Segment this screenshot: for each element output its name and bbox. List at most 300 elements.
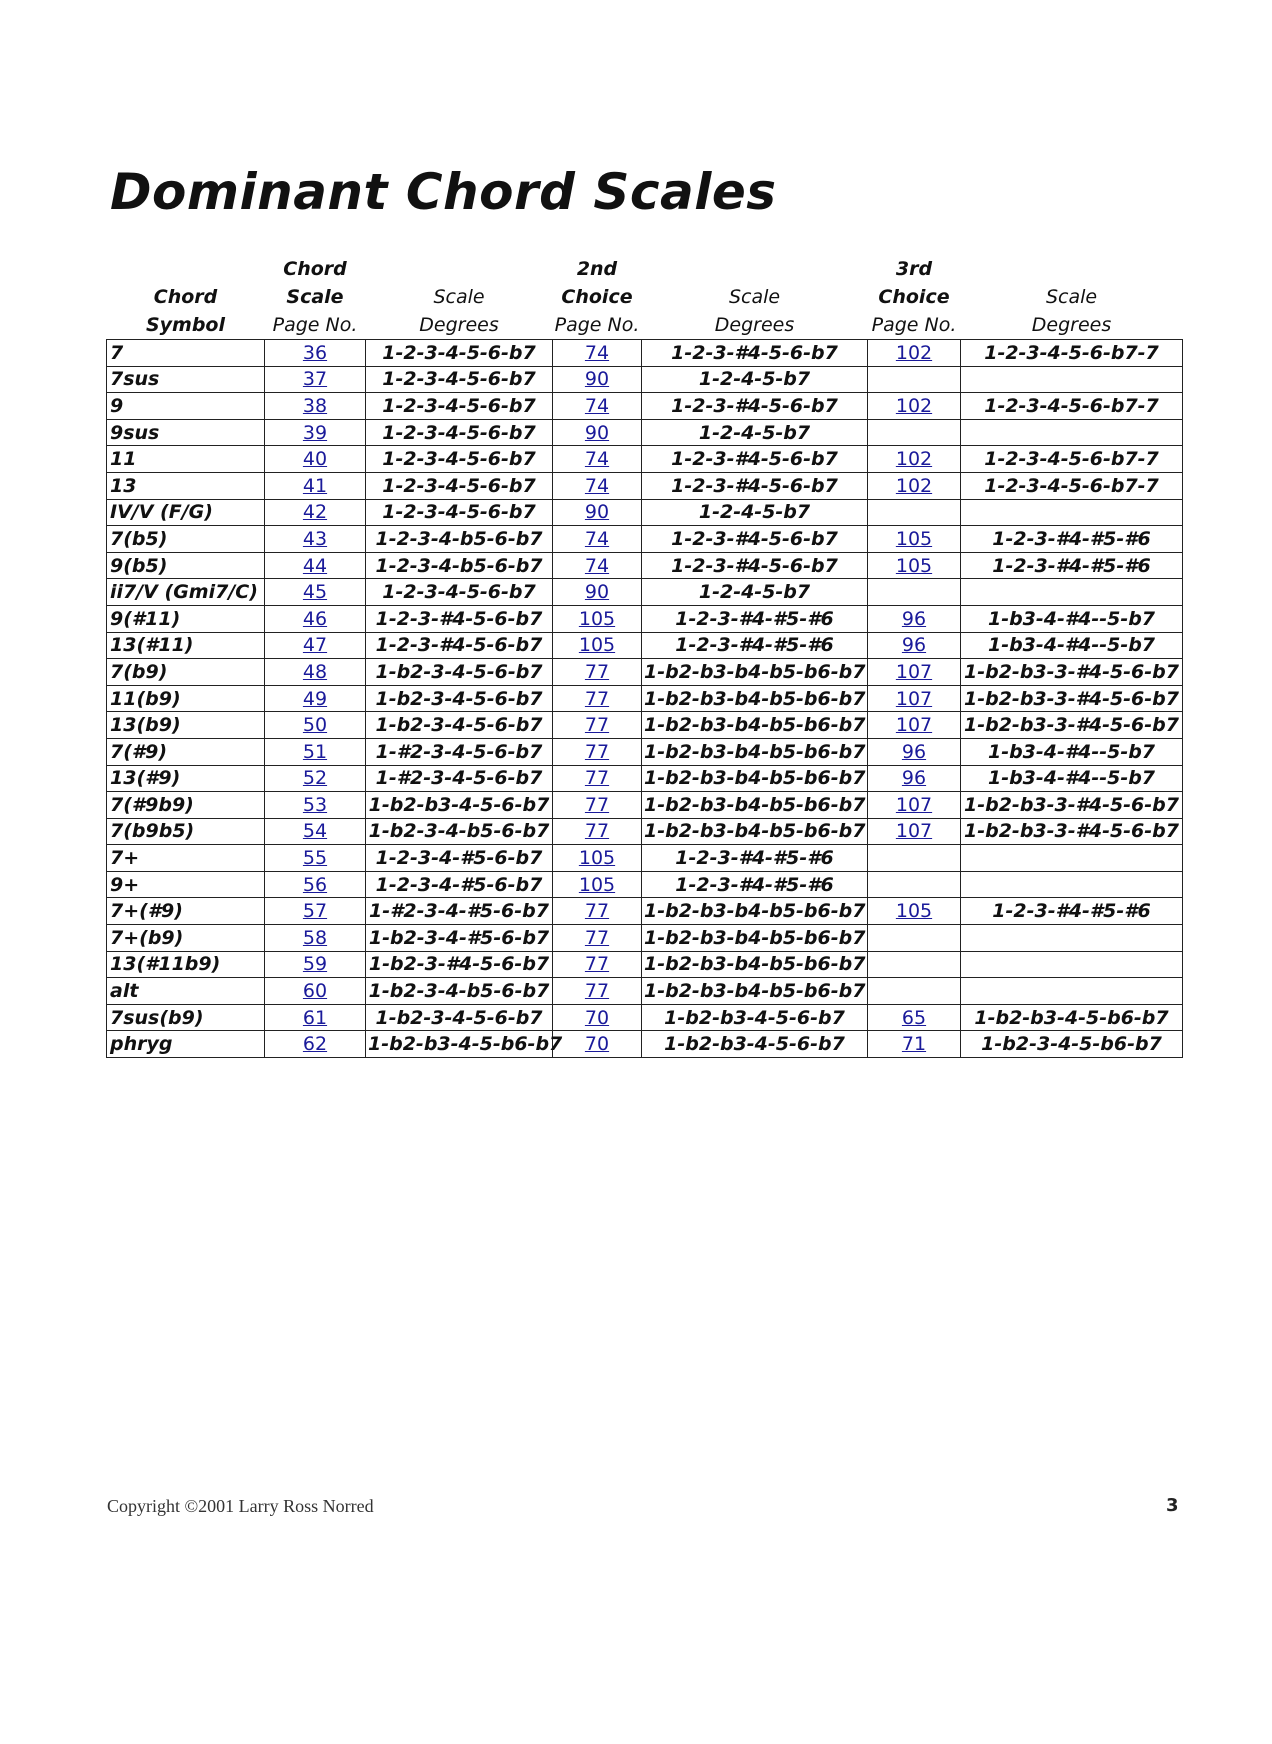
copyright-notice: Copyright ©2001 Larry Ross Norred [107,1496,374,1516]
second-choice-page-link [553,472,642,499]
page-link[interactable]: 105 [578,607,616,630]
third-scale-degrees-cell: 1-b3-4-#4--5-b7 [961,605,1183,632]
page-link[interactable]: 37 [302,368,328,391]
table-row [107,1004,1183,1031]
second-choice-page-link [553,659,642,686]
table-row [107,685,1183,712]
scale-page-link [265,685,366,712]
third-scale-degrees-cell [961,499,1183,526]
second-scale-degrees-cell: 1-2-4-5-b7 [642,499,868,526]
page-link[interactable]: 74 [584,341,610,364]
page-link[interactable]: 77 [584,740,610,763]
chord-symbol-cell: ii7/V (Gmi7/C) [107,579,265,606]
second-choice-page-link [553,419,642,446]
table-row [107,499,1183,526]
third-choice-page-link [868,738,961,765]
page-link[interactable]: 56 [302,873,328,896]
table-row [107,1031,1183,1058]
page-link[interactable]: 51 [302,740,328,763]
scale-page-link [265,765,366,792]
scale-page-link [265,871,366,898]
chord-symbol-cell: 7sus [107,366,265,393]
scale-degrees-cell: 1-2-3-4-5-6-b7 [366,340,553,367]
page-link[interactable]: 90 [584,501,610,524]
second-choice-page-link [553,685,642,712]
third-choice-page-link [868,366,961,393]
chord-symbol-cell: 9+ [107,871,265,898]
third-scale-degrees-cell: 1-b2-b3-3-#4-5-6-b7 [961,685,1183,712]
page-link[interactable]: 40 [302,448,328,471]
second-scale-degrees-cell: 1-2-3-#4-5-6-b7 [642,552,868,579]
second-scale-degrees-cell: 1-b2-b3-b4-b5-b6-b7 [642,925,868,952]
second-choice-page-link [553,366,642,393]
page-link[interactable]: 42 [302,501,328,524]
page-link[interactable]: 102 [895,341,933,364]
third-choice-page-link [868,605,961,632]
page-link[interactable]: 38 [302,394,328,417]
page-link[interactable]: 55 [302,847,328,870]
second-scale-degrees-cell: 1-2-3-#4-#5-#6 [642,605,868,632]
third-scale-degrees-cell: 1-2-3-#4-#5-#6 [961,526,1183,553]
chord-symbol-cell: 13(#11b9) [107,951,265,978]
third-choice-page-link [868,393,961,420]
second-scale-degrees-cell: 1-b2-b3-b4-b5-b6-b7 [642,792,868,819]
second-scale-degrees-cell: 1-b2-b3-b4-b5-b6-b7 [642,951,868,978]
table-body [107,340,1183,1058]
third-choice-page-link [868,685,961,712]
header-2nd-scale-degrees: Scale Degrees [714,286,795,336]
scale-page-link [265,393,366,420]
third-scale-degrees-cell [961,419,1183,446]
third-scale-degrees-cell: 1-b2-b3-4-5-b6-b7 [961,1004,1183,1031]
scale-page-link [265,632,366,659]
page-link[interactable]: 77 [584,660,610,683]
page-link[interactable]: 96 [901,767,927,790]
page-link[interactable]: 57 [302,900,328,923]
scale-page-link [265,898,366,925]
second-scale-degrees-cell: 1-2-3-#4-5-6-b7 [642,446,868,473]
header-chord-scale-page: Chord Scale Page No. [272,258,358,336]
third-scale-degrees-cell: 1-2-3-4-5-6-b7-7 [961,446,1183,473]
chord-symbol-cell: 13(#9) [107,765,265,792]
second-scale-degrees-cell: 1-b2-b3-b4-b5-b6-b7 [642,978,868,1005]
third-choice-page-link [868,951,961,978]
third-choice-page-link [868,871,961,898]
scale-page-link [265,818,366,845]
page-link[interactable]: 60 [302,980,328,1003]
scale-page-link [265,605,366,632]
third-scale-degrees-cell: 1-b3-4-#4--5-b7 [961,632,1183,659]
page-link[interactable]: 49 [302,687,328,710]
page-link[interactable]: 77 [584,926,610,949]
scale-page-link [265,1031,366,1058]
table-row [107,632,1183,659]
page-link[interactable]: 77 [584,714,610,737]
third-scale-degrees-cell [961,366,1183,393]
page-link[interactable]: 54 [302,820,328,843]
scale-page-link [265,925,366,952]
scale-page-link [265,978,366,1005]
page-link[interactable]: 107 [895,660,933,683]
scale-degrees-cell: 1-2-3-4-5-6-b7 [366,446,553,473]
page-link[interactable]: 77 [584,793,610,816]
table-row [107,446,1183,473]
chord-symbol-cell: 13 [107,472,265,499]
scale-degrees-cell: 1-b2-b3-4-5-b6-b7 [366,1031,553,1058]
table-row [107,366,1183,393]
header-2nd-choice-page: 2nd Choice Page No. [554,258,640,336]
header-3rd-choice-page: 3rd Choice Page No. [871,258,957,336]
scale-page-link [265,579,366,606]
page-link[interactable]: 107 [895,793,933,816]
second-scale-degrees-cell: 1-b2-b3-b4-b5-b6-b7 [642,765,868,792]
page-link[interactable]: 52 [302,767,328,790]
header-chord-symbol: Chord Symbol [145,286,226,336]
table-row [107,978,1183,1005]
second-scale-degrees-cell: 1-b2-b3-b4-b5-b6-b7 [642,818,868,845]
third-scale-degrees-cell: 1-b3-4-#4--5-b7 [961,738,1183,765]
page-link[interactable]: 74 [584,527,610,550]
third-scale-degrees-cell [961,978,1183,1005]
chord-symbol-cell: 7(b9b5) [107,818,265,845]
scale-degrees-cell: 1-2-3-4-5-6-b7 [366,472,553,499]
scale-degrees-cell: 1-2-3-4-5-6-b7 [366,366,553,393]
second-choice-page-link [553,499,642,526]
second-choice-page-link [553,446,642,473]
third-scale-degrees-cell: 1-2-3-4-5-6-b7-7 [961,393,1183,420]
page-link[interactable]: 102 [895,474,933,497]
scale-degrees-cell: 1-2-3-4-b5-6-b7 [366,552,553,579]
page-link[interactable]: 61 [302,1006,328,1029]
chord-symbol-cell: 9 [107,393,265,420]
chord-symbol-cell: IV/V (F/G) [107,499,265,526]
page-link[interactable]: 50 [302,714,328,737]
page-link[interactable]: 43 [302,527,328,550]
page-link[interactable]: 70 [584,1033,610,1056]
table-row [107,925,1183,952]
table-row [107,818,1183,845]
third-scale-degrees-cell [961,579,1183,606]
page-link[interactable]: 105 [578,634,616,657]
page-link[interactable]: 105 [578,873,616,896]
scale-degrees-cell: 1-b2-3-#4-5-6-b7 [366,951,553,978]
second-choice-page-link [553,712,642,739]
scale-page-link [265,499,366,526]
third-scale-degrees-cell [961,845,1183,872]
chord-symbol-cell: 7(#9) [107,738,265,765]
table-row [107,898,1183,925]
third-scale-degrees-cell: 1-b3-4-#4--5-b7 [961,765,1183,792]
third-scale-degrees-cell [961,951,1183,978]
scale-degrees-cell: 1-2-3-4-5-6-b7 [366,579,553,606]
scale-page-link [265,340,366,367]
page-link[interactable]: 53 [302,793,328,816]
third-scale-degrees-cell: 1-b2-b3-3-#4-5-6-b7 [961,712,1183,739]
page-link[interactable]: 105 [895,900,933,923]
page-link[interactable]: 77 [584,687,610,710]
table-row [107,845,1183,872]
table-row [107,552,1183,579]
scale-degrees-cell: 1-b2-3-4-5-6-b7 [366,1004,553,1031]
page-link[interactable]: 107 [895,714,933,737]
second-scale-degrees-cell: 1-2-3-#4-#5-#6 [642,632,868,659]
page-link[interactable]: 41 [302,474,328,497]
page-link[interactable]: 77 [584,820,610,843]
table-row [107,393,1183,420]
table-row [107,871,1183,898]
scale-page-link [265,712,366,739]
page-link[interactable]: 74 [584,448,610,471]
third-scale-degrees-cell [961,925,1183,952]
page-link[interactable]: 47 [302,634,328,657]
page-number: 3 [1166,1495,1179,1516]
page-link[interactable]: 105 [895,554,933,577]
second-scale-degrees-cell: 1-b2-b3-b4-b5-b6-b7 [642,659,868,686]
table-row [107,712,1183,739]
scale-degrees-cell: 1-#2-3-4-#5-6-b7 [366,898,553,925]
third-choice-page-link [868,1031,961,1058]
second-choice-page-link [553,765,642,792]
scale-degrees-cell: 1-2-3-4-5-6-b7 [366,499,553,526]
scale-page-link [265,526,366,553]
page-link[interactable]: 90 [584,368,610,391]
header-scale-degrees: Scale Degrees [419,286,499,336]
second-choice-page-link [553,925,642,952]
second-choice-page-link [553,738,642,765]
second-scale-degrees-cell: 1-b2-b3-b4-b5-b6-b7 [642,898,868,925]
table-row [107,765,1183,792]
third-choice-page-link [868,792,961,819]
table-row [107,951,1183,978]
page-link[interactable]: 90 [584,581,610,604]
scale-degrees-cell: 1-b2-3-4-5-6-b7 [366,712,553,739]
second-choice-page-link [553,1004,642,1031]
second-choice-page-link [553,898,642,925]
page-link[interactable]: 96 [901,634,927,657]
third-scale-degrees-cell: 1-b2-3-4-5-b6-b7 [961,1031,1183,1058]
page-link[interactable]: 59 [302,953,328,976]
third-choice-page-link [868,419,961,446]
chord-symbol-cell: phryg [107,1031,265,1058]
scale-page-link [265,792,366,819]
scale-degrees-cell: 1-2-3-#4-5-6-b7 [366,632,553,659]
scale-degrees-cell: 1-#2-3-4-5-6-b7 [366,765,553,792]
second-scale-degrees-cell: 1-2-3-#4-5-6-b7 [642,472,868,499]
second-scale-degrees-cell: 1-2-4-5-b7 [642,366,868,393]
second-choice-page-link [553,845,642,872]
table-row [107,659,1183,686]
scale-page-link [265,552,366,579]
scale-page-link [265,472,366,499]
page-link[interactable]: 90 [584,421,610,444]
page-link[interactable]: 102 [895,394,933,417]
page-link[interactable]: 96 [901,740,927,763]
page-link[interactable]: 107 [895,687,933,710]
third-choice-page-link [868,446,961,473]
table-row [107,526,1183,553]
second-scale-degrees-cell: 1-b2-b3-b4-b5-b6-b7 [642,685,868,712]
chord-symbol-cell: 11(b9) [107,685,265,712]
second-choice-page-link [553,579,642,606]
chord-symbol-cell: 9(b5) [107,552,265,579]
scale-degrees-cell: 1-2-3-4-5-6-b7 [366,419,553,446]
second-choice-page-link [553,526,642,553]
page-link[interactable]: 45 [302,581,328,604]
page-link[interactable]: 39 [302,421,328,444]
scale-degrees-cell: 1-2-3-4-#5-6-b7 [366,845,553,872]
second-scale-degrees-cell: 1-2-3-#4-5-6-b7 [642,340,868,367]
header-3rd-scale-degrees: Scale Degrees [1031,286,1112,336]
second-choice-page-link [553,393,642,420]
second-scale-degrees-cell: 1-2-3-#4-#5-#6 [642,871,868,898]
chord-symbol-cell: 13(b9) [107,712,265,739]
third-scale-degrees-cell: 1-b2-b3-3-#4-5-6-b7 [961,659,1183,686]
second-choice-page-link [553,632,642,659]
scale-page-link [265,366,366,393]
table-row [107,340,1183,367]
table-row [107,738,1183,765]
page-link[interactable]: 77 [584,767,610,790]
chord-symbol-cell: alt [107,978,265,1005]
scale-page-link [265,738,366,765]
chord-symbol-cell: 7+(b9) [107,925,265,952]
page-link[interactable]: 105 [895,527,933,550]
chord-symbol-cell: 9sus [107,419,265,446]
third-choice-page-link [868,712,961,739]
second-scale-degrees-cell: 1-2-3-#4-#5-#6 [642,845,868,872]
third-choice-page-link [868,925,961,952]
third-scale-degrees-cell: 1-2-3-#4-#5-#6 [961,898,1183,925]
third-choice-page-link [868,898,961,925]
second-choice-page-link [553,1031,642,1058]
third-scale-degrees-cell: 1-b2-b3-3-#4-5-6-b7 [961,818,1183,845]
third-choice-page-link [868,340,961,367]
chord-symbol-cell: 13(#11) [107,632,265,659]
second-choice-page-link [553,978,642,1005]
scale-degrees-cell: 1-2-3-4-#5-6-b7 [366,871,553,898]
third-scale-degrees-cell: 1-2-3-4-5-6-b7-7 [961,340,1183,367]
page-link[interactable]: 74 [584,554,610,577]
second-choice-page-link [553,552,642,579]
chord-symbol-cell: 7(b5) [107,526,265,553]
scale-degrees-cell: 1-b2-b3-4-5-6-b7 [366,792,553,819]
page-link[interactable]: 77 [584,900,610,923]
scale-degrees-cell: 1-b2-3-4-b5-6-b7 [366,818,553,845]
second-choice-page-link [553,792,642,819]
scale-degrees-cell: 1-2-3-4-b5-6-b7 [366,526,553,553]
table-row [107,579,1183,606]
third-choice-page-link [868,579,961,606]
third-choice-page-link [868,526,961,553]
page-link[interactable]: 105 [578,847,616,870]
second-scale-degrees-cell: 1-b2-b3-b4-b5-b6-b7 [642,738,868,765]
second-scale-degrees-cell: 1-b2-b3-4-5-6-b7 [642,1031,868,1058]
third-choice-page-link [868,978,961,1005]
page-link[interactable]: 62 [302,1033,328,1056]
header-row [107,255,1183,340]
third-choice-page-link [868,552,961,579]
chord-symbol-cell: 7(b9) [107,659,265,686]
scale-page-link [265,446,366,473]
scale-page-link [265,951,366,978]
second-choice-page-link [553,605,642,632]
second-choice-page-link [553,818,642,845]
page-link[interactable]: 46 [302,607,328,630]
chord-symbol-cell: 7 [107,340,265,367]
chord-symbol-cell: 7(#9b9) [107,792,265,819]
second-scale-degrees-cell: 1-2-4-5-b7 [642,579,868,606]
chord-symbol-cell: 7+(#9) [107,898,265,925]
page-link[interactable]: 44 [302,554,328,577]
scale-degrees-cell: 1-2-3-#4-5-6-b7 [366,605,553,632]
scale-degrees-cell: 1-2-3-4-5-6-b7 [366,393,553,420]
scale-degrees-cell: 1-b2-3-4-b5-6-b7 [366,978,553,1005]
third-scale-degrees-cell: 1-b2-b3-3-#4-5-6-b7 [961,792,1183,819]
scale-degrees-cell: 1-#2-3-4-5-6-b7 [366,738,553,765]
chord-symbol-cell: 11 [107,446,265,473]
table-row [107,419,1183,446]
scale-degrees-cell: 1-b2-3-4-#5-6-b7 [366,925,553,952]
table-row [107,605,1183,632]
scale-page-link [265,659,366,686]
page-link[interactable]: 48 [302,660,328,683]
second-choice-page-link [553,340,642,367]
second-scale-degrees-cell: 1-b2-b3-b4-b5-b6-b7 [642,712,868,739]
chord-scale-table [106,255,1183,1058]
scale-degrees-cell: 1-b2-3-4-5-6-b7 [366,659,553,686]
second-choice-page-link [553,871,642,898]
third-choice-page-link [868,1004,961,1031]
second-scale-degrees-cell: 1-2-3-#4-5-6-b7 [642,393,868,420]
scale-page-link [265,845,366,872]
page-link[interactable]: 74 [584,394,610,417]
third-choice-page-link [868,472,961,499]
third-scale-degrees-cell: 1-2-3-4-5-6-b7-7 [961,472,1183,499]
page-link[interactable]: 74 [584,474,610,497]
page-link[interactable]: 36 [302,341,328,364]
page-link[interactable]: 71 [901,1033,927,1056]
page-link[interactable]: 107 [895,820,933,843]
third-choice-page-link [868,632,961,659]
second-scale-degrees-cell: 1-b2-b3-4-5-6-b7 [642,1004,868,1031]
second-scale-degrees-cell: 1-2-3-#4-5-6-b7 [642,526,868,553]
scale-page-link [265,1004,366,1031]
third-choice-page-link [868,659,961,686]
table-row [107,792,1183,819]
chord-symbol-cell: 7+ [107,845,265,872]
chord-symbol-cell: 9(#11) [107,605,265,632]
page-link[interactable]: 58 [302,926,328,949]
third-choice-page-link [868,818,961,845]
table-row [107,472,1183,499]
page-link[interactable]: 65 [901,1006,927,1029]
third-scale-degrees-cell: 1-2-3-#4-#5-#6 [961,552,1183,579]
chord-symbol-cell: 7sus(b9) [107,1004,265,1031]
page-link[interactable]: 70 [584,1006,610,1029]
scale-degrees-cell: 1-b2-3-4-5-6-b7 [366,685,553,712]
page-title: Dominant Chord Scales [110,163,777,221]
third-choice-page-link [868,765,961,792]
third-scale-degrees-cell [961,871,1183,898]
page-link[interactable]: 77 [584,980,610,1003]
second-scale-degrees-cell: 1-2-4-5-b7 [642,419,868,446]
second-choice-page-link [553,951,642,978]
page-link[interactable]: 77 [584,953,610,976]
page-link[interactable]: 96 [901,607,927,630]
third-choice-page-link [868,499,961,526]
scale-page-link [265,419,366,446]
page-link[interactable]: 102 [895,448,933,471]
